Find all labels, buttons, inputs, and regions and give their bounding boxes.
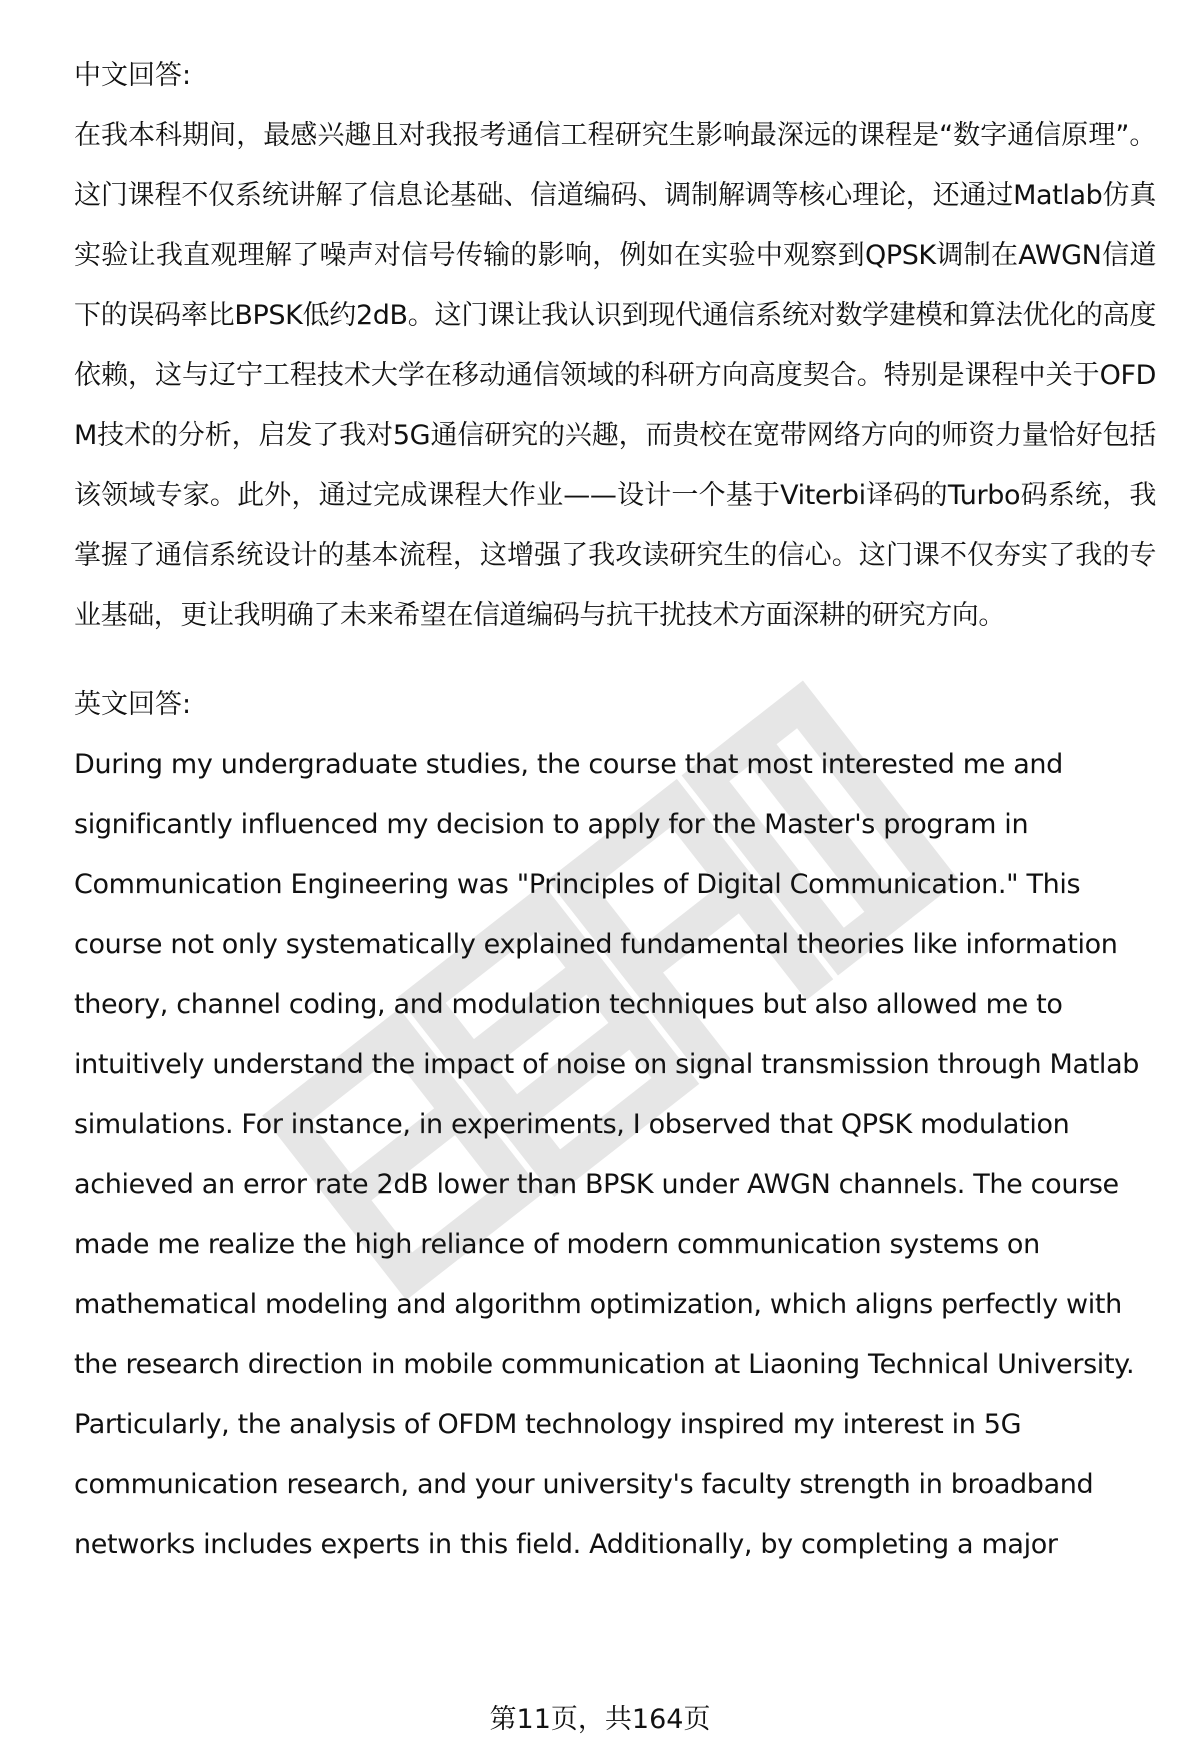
english-answer-text: During my undergraduate studies, the course that most interested me and significantly influenced my decision to apply for the Master's program in Communication Engineering was "Principles of Digital Communication." This course not only systematically explained fundamental theories like information theory, channel coding, and modulation techniques but also allowed me to intuitively understand the impact of noise on signal transmission through Matlab simulations. For instance, in experiments, I observed that QPSK modulation achieved an error rate 2dB lower than BPSK under AWGN channels. The course made me realize the high reliance of modern communication systems on mathematical modeling and algorithm optimization, which aligns perfectly with the research direction in mobile communication at Liaoning Technical University. Particularly, the analysis of OFDM technology inspired my interest in 5G communication research, and your university's faculty strength in broadband networks includes experts in this field. Additionally, by completing a major [74,749,1140,1560]
section-gap [74,646,1156,675]
page-number-footer: 第11页，共164页 [489,1704,711,1735]
english-answer-heading: 英文回答: [74,689,192,720]
chinese-answer-text: 在我本科期间，最感兴趣且对我报考通信工程研究生影响最深远的课程是“数字通信原理”。这门课程不仅系统讲解了信息论基础、信道编码、调制解调等核心理论，还通过Matlab仿真实验让我直观理解了噪声对信号传输的影响，例如在实验中观察到QPSK调制在AWGN信道下的误码率比BPSK低约2dB。这门课让我认识到现代通信系统对数学建模和算法优化的高度依赖，这与辽宁工程技术大学在移动通信领域的科研方向高度契合。特别是课程中关于OFDM技术的分析，启发了我对5G通信研究的兴趣，而贵校在宽带网络方向的师资力量恰好包括该领域专家。此外，通过完成课程大作业——设计一个基于Viterbi译码的Turbo码系统，我掌握了通信系统设计的基本流程，这增强了我攻读研究生的信心。这门课不仅夯实了我的专业基础，更让我明确了未来希望在信道编码与抗干扰技术方面深耕的研究方向。 [74,120,1156,631]
chinese-answer-heading: 中文回答: [74,60,192,91]
answer-content [74,46,1156,1575]
